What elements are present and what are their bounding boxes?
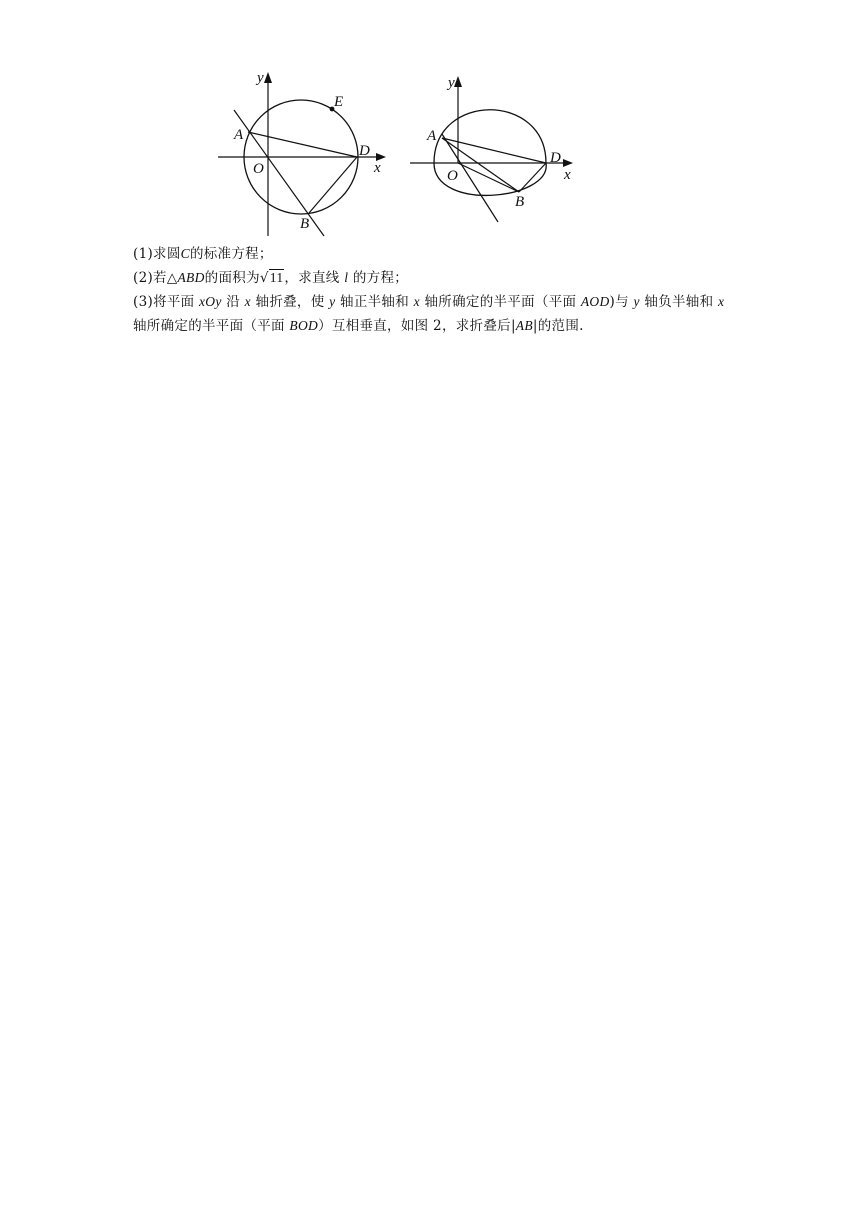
q3-p6: )与 (609, 294, 634, 310)
q3-y1: y (329, 294, 336, 309)
q3-ab: AB (515, 318, 533, 333)
question-1 (133, 242, 733, 266)
question-list (133, 242, 733, 338)
fig2-label-a: A (427, 128, 437, 144)
q3-p5: 轴所确定的半平面（平面 (419, 294, 581, 310)
fig2-x-arrow (563, 159, 573, 167)
q3-p9: ）互相垂直，如图 2，求折叠后| (318, 318, 516, 334)
fig1-label-e: E (334, 94, 344, 110)
fig1-y-arrow (264, 72, 272, 83)
fig2-segment-ob (458, 163, 519, 192)
q3-p1: (3)将平面 (133, 294, 200, 310)
q2-var-l: l (344, 270, 349, 285)
fig1-label-b: B (300, 216, 310, 232)
q2-prefix: (2)若△ (133, 270, 178, 286)
q2-mid2: ，求直线 (284, 270, 345, 286)
figure-2-folded-diagram (400, 72, 590, 212)
q3-x1: x (244, 294, 251, 309)
figure-1-circle-diagram (210, 60, 400, 240)
fig2-label-d: D (550, 150, 561, 166)
q3-y2: y (633, 294, 640, 309)
q1-suffix: 的标准方程； (189, 246, 273, 262)
q3-bod: BOD (289, 318, 319, 333)
q2-sqrt-arg: 11 (269, 270, 284, 285)
q2-mid: 的面积为 (204, 270, 260, 286)
fig2-label-x: x (564, 167, 571, 183)
q3-p7: 轴负半轴和 (639, 294, 718, 310)
q3-p4: 轴正半轴和 (335, 294, 414, 310)
fig2-upper-arc (434, 110, 546, 163)
q3-p3: 轴折叠，使 (250, 294, 330, 310)
fig1-label-x: x (374, 160, 381, 176)
q3-aod: AOD (580, 294, 610, 309)
q3-x2: x (413, 294, 420, 309)
q1-prefix: (1)求圆 (133, 246, 181, 262)
q3-p2: 沿 (221, 294, 245, 310)
q3-p10: |的范围. (532, 318, 584, 334)
fig2-y-arrow (454, 76, 462, 87)
question-3 (133, 290, 733, 338)
fig2-label-y: y (448, 75, 455, 91)
q2-suffix: 的方程； (348, 270, 409, 286)
fig1-label-a: A (234, 127, 244, 143)
fig1-label-y: y (257, 70, 264, 86)
fig2-label-o: O (447, 168, 458, 184)
question-2 (133, 266, 733, 290)
q2-sqrt (260, 266, 285, 290)
q2-triangle-abd: ABD (177, 270, 205, 285)
fig1-label-o: O (253, 161, 264, 177)
fig1-line-l (234, 110, 324, 236)
q1-var-c: C (180, 246, 190, 261)
q3-x3: x (718, 294, 725, 309)
fig1-label-d: D (359, 143, 370, 159)
sqrt-sign-icon: √ (259, 270, 269, 286)
fig2-label-b: B (515, 194, 525, 210)
q3-xoy: xOy (199, 294, 222, 309)
q3-p8: 轴所确定的半平面（平面 (133, 318, 290, 334)
